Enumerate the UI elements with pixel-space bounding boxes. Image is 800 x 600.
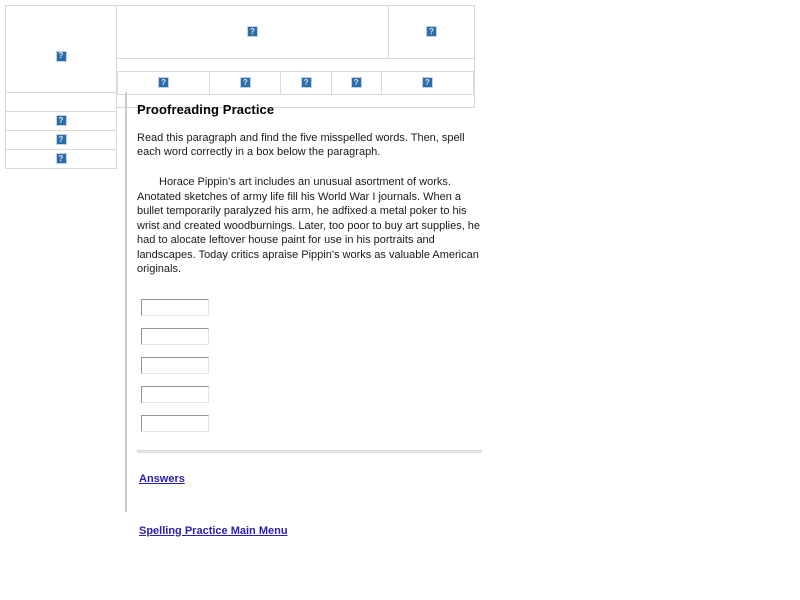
broken-image-icon [240,77,251,88]
header-banner-cell[interactable] [117,6,389,59]
broken-image-icon [158,77,169,88]
answer-input-4[interactable] [141,386,209,403]
broken-image-icon [422,77,433,88]
main-content [125,92,485,537]
broken-image-icon [351,77,362,88]
answer-input-1[interactable] [141,299,209,316]
sidebar-table [5,92,117,169]
broken-image-icon [56,51,67,62]
broken-image-icon [56,134,67,145]
answer-inputs-group [141,299,485,432]
broken-image-icon [301,77,312,88]
practice-paragraph: Horace Pippin's art includes an unusual asortment of works. Anotated sketches of army life fill his World War I journals. When a bullet temporarily paralyzed his arm, he adfixed a metal poker to his wrist and created woodburnings. Later, too poor to buy art supplies, he had to alocate leftover house paint for use in his portraits and landscapes. Today critics apraise Pippin's works as valuable American originals. [137,176,481,275]
instructions-text: Read this paragraph and find the five misspelled words. Then, spell each word correctly in a box below the paragraph. [137,132,465,158]
main-menu-link-row [139,521,485,539]
header-right-top-cell[interactable] [389,6,475,59]
answers-link[interactable]: Answers [139,472,185,485]
broken-image-icon [426,26,437,37]
broken-image-icon [56,115,67,126]
horizontal-divider [137,450,482,453]
sidebar-item-0[interactable] [6,93,117,112]
answer-input-5[interactable] [141,415,209,432]
sidebar-item-1[interactable] [6,112,117,131]
sidebar-item-3[interactable] [6,150,117,169]
broken-image-icon [56,153,67,164]
page-title: Proofreading Practice [137,102,275,117]
answer-input-3[interactable] [141,357,209,374]
answers-link-row [139,469,485,487]
sidebar-item-2[interactable] [6,131,117,150]
broken-image-icon [247,26,258,37]
answer-input-2[interactable] [141,328,209,345]
spelling-practice-main-menu-link[interactable]: Spelling Practice Main Menu [139,524,288,537]
